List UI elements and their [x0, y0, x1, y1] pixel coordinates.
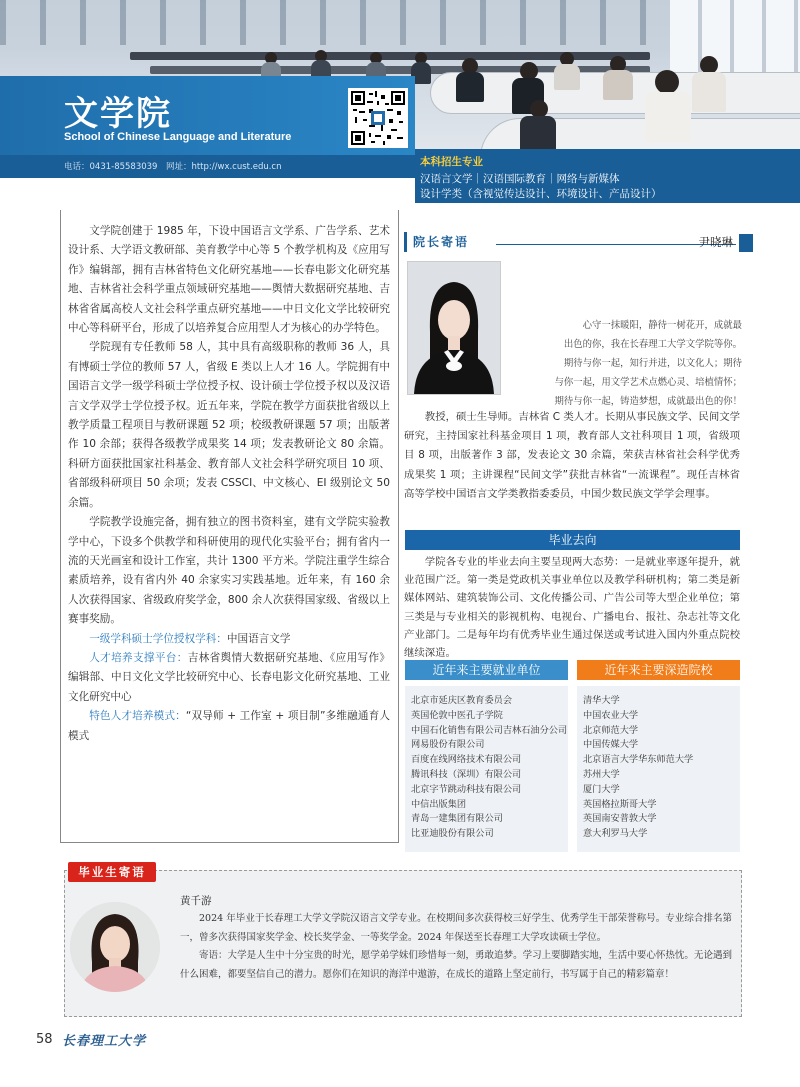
intro-paragraph-1: 文学院创建于 1985 年，下设中国语言文学系、广告学系、艺术设计系、大学语文教研部、美育教学中心等 5 个教学机构及《应用写作》编辑部，拥有吉林省特色文化研究基地——长春电影文化研究基地、吉林省社会科学重点领域研究基地——舆情大数据研究基地、吉林省省属高校人文社会科学重点研究基地——中日文化文学比较研究中心等科研平台，形成了以培养复合应用型人才为核心的办学特色。: [68, 225, 390, 335]
alumni-photo: [70, 902, 160, 992]
list-item: 清华大学: [583, 695, 620, 706]
dean-motto: [506, 316, 742, 411]
training-model-label: 特色人才培养模式：: [89, 710, 186, 723]
list-item: 比亚迪股份有限公司: [411, 828, 494, 840]
alumni-message: [180, 910, 732, 984]
dean-header: [404, 232, 753, 254]
support-platforms: [68, 649, 390, 707]
dean-tag: 院长寄语: [404, 232, 475, 252]
list-item: 中国农业大学: [583, 709, 639, 721]
list-item: 网易股份有限公司: [411, 739, 485, 751]
dean-name: 尹晓琳: [698, 235, 733, 249]
intro-paragraph-3: 学院教学设施完备，拥有独立的图书资料室，建有文学院实验教学中心，下设多个供教学和科研使用的现代化实验平台；拥有省内一流的天光画室和设计工作室，共计 1300 平方米。学院注重学生综合素质培养，设有省内外 40 余家实习实践基地。近年来，有 160 余人次获得国家、省级政府奖学金，800 余人次获得国家级、省级以上赛事奖励。: [68, 516, 390, 626]
page-number: 58: [36, 1032, 53, 1047]
list-item: 英国伦敦中医孔子学院: [411, 709, 503, 721]
majors-panel: [415, 149, 800, 203]
majors-line-1: 汉语言文学｜汉语国际教育｜网络与新媒体: [420, 173, 620, 185]
list-item: 青岛一建集团有限公司: [411, 813, 503, 825]
doctoral-discipline: [68, 630, 390, 649]
motto-line-3: 期待与你一起，知行并进，以文化人；期待: [563, 358, 742, 369]
support-platforms-value: 吉林省舆情大数据研究基地、《应用写作》编辑部、中日文化文学比较研究中心、长春电影文化研究基地、工业文化研究中心: [68, 651, 391, 703]
majors-line-2: 设计学类（含视觉传达设计、环境设计、产品设计）: [420, 188, 662, 200]
contact-info: 电话：0431-85583039 网址：http://wx.cust.edu.cn: [64, 162, 282, 172]
doctoral-discipline-label: 一级学科硕士学位授权学科：: [89, 632, 227, 645]
page-subtitle-en: School of Chinese Language and Literature: [64, 131, 292, 143]
doctoral-discipline-value: 中国语言文学: [226, 632, 291, 645]
list-item: 英国南安普敦大学: [583, 813, 657, 825]
list-item: 百度在线网络技术有限公司: [411, 754, 522, 766]
list-item: 苏州大学: [583, 768, 620, 780]
intro-paragraph-2: 学院现有专任教师 58 人，其中具有高级职称的教师 36 人，具有博硕士学位的教师 57 人，省级 E 类以上人才 16 人。学院拥有中国语言文学一级学科硕士学位授予权、设计硕士学位授予权以及汉语言文学双学士学位授予权。近五年来，学院在教学方面获批省级以上教学质量工程项目与教研课题 52 项；校级教研课题 57 项；出版著作 10 余部；获得各级教学成果奖 14 项；发表教研论文 80 余篇。科研方面获批国家社科基金、教育部人文社会科学研究项目 10 项、省部级科研项目 50 余项；发表 CSSCI、中文核心、EI 级别论文 50 余篇。: [68, 341, 390, 509]
list-item: 中国传媒大学: [583, 739, 639, 751]
dean-photo: [407, 261, 501, 395]
list-item: 英国格拉斯哥大学: [583, 798, 657, 810]
training-model: [68, 707, 390, 746]
alumni-bio: 2024 年毕业于长春理工大学文学院汉语言文学专业。在校期间多次获得校三好学生、优秀学生干部荣誉称号。专业综合排名第一，曾多次获得国家奖学金、校长奖学金、一等奖学金。2024 年保送至长春理工大学攻读硕士学位。: [180, 913, 732, 943]
training-model-value: “双导师 + 工作室 + 项目制”多维融通育人模式: [68, 710, 391, 742]
employers-list: [405, 686, 568, 852]
employers-title: 近年来主要就业单位: [405, 660, 568, 680]
university-logo: 长春理工大学: [62, 1034, 147, 1049]
motto-line-4: 与你一起，用文学艺术点燃心灵、培植情怀；: [554, 377, 742, 388]
qr-code[interactable]: [348, 88, 408, 148]
schools-list: [577, 686, 740, 852]
list-item: 腾讯科技（深圳）有限公司: [411, 768, 522, 780]
list-item: 北京字节跳动科技有限公司: [411, 783, 522, 795]
alumni-name: 黄千游: [180, 895, 212, 907]
alumni-wishes: 寄语：大学是人生中十分宝贵的时光，愿学弟学妹们珍惜每一刻，勇敢追梦。学习上要脚踏实地，生活中要心怀热忱。无论遇到什么困难，都要坚信自己的潜力。愿你们在知识的海洋中遨游，在成长的道路上坚定前行，书写属于自己的精彩篇章！: [180, 950, 732, 980]
list-item: 厦门大学: [583, 783, 620, 795]
list-item: 北京师范大学: [583, 724, 639, 736]
list-item: 北京语言大学华东师范大学: [583, 754, 694, 766]
list-item: 意大利罗马大学: [583, 828, 648, 840]
college-introduction: [68, 222, 390, 746]
graduation-description: 学院各专业的毕业去向主要呈现两大态势：一是就业率逐年提升，就业范围广泛。第一类是党政机关事业单位以及教学科研机构；第二类是新媒体网站、建筑装饰公司、文化传播公司、广告公司等大型企业单位；第三类是与专业相关的影视机构、电视台、广播电台、报社、杂志社等文化产业部门。二是每年均有优秀毕业生通过保送或考试进入国内外重点院校继续深造。: [404, 556, 740, 660]
dean-biography: 教授，硕士生导师。吉林省 C 类人才。长期从事民族文学、民间文学研究，主持国家社科基金项目 1 项，教育部人文社科项目 1 项，省级项目 8 项，出版著作 3 部，发表论文 30 余篇，荣获吉林省社会科学优秀成果奖 1 项；主讲课程“民间文学”获批吉林省“一流课程”。现任吉林省高等学校中国语言文学类教指委委员，中国少数民族文学学会理事。: [404, 411, 740, 500]
motto-line-1: 心守一抹暖阳，静待一树花开，成就最: [582, 320, 742, 331]
alumni-tag: 毕业生寄语: [68, 862, 156, 882]
page-title: 文学院: [64, 94, 172, 134]
majors-label: 本科招生专业: [420, 156, 483, 168]
motto-line-2: 出色的你，我在长春理工大学文学院等你。: [563, 339, 742, 350]
support-platforms-label: 人才培养支撑平台：: [89, 651, 188, 664]
contact-strip: [0, 155, 415, 178]
list-item: 中国石化销售有限公司吉林石油分公司: [411, 724, 568, 736]
graduation-title: 毕业去向: [405, 530, 740, 550]
schools-title: 近年来主要深造院校: [577, 660, 740, 680]
motto-line-5: 期待与你一起，铸造梦想，成就最出色的你！: [554, 396, 742, 407]
list-item: 中信出版集团: [411, 798, 467, 810]
list-item: 北京市延庆区教育委员会: [411, 695, 513, 706]
